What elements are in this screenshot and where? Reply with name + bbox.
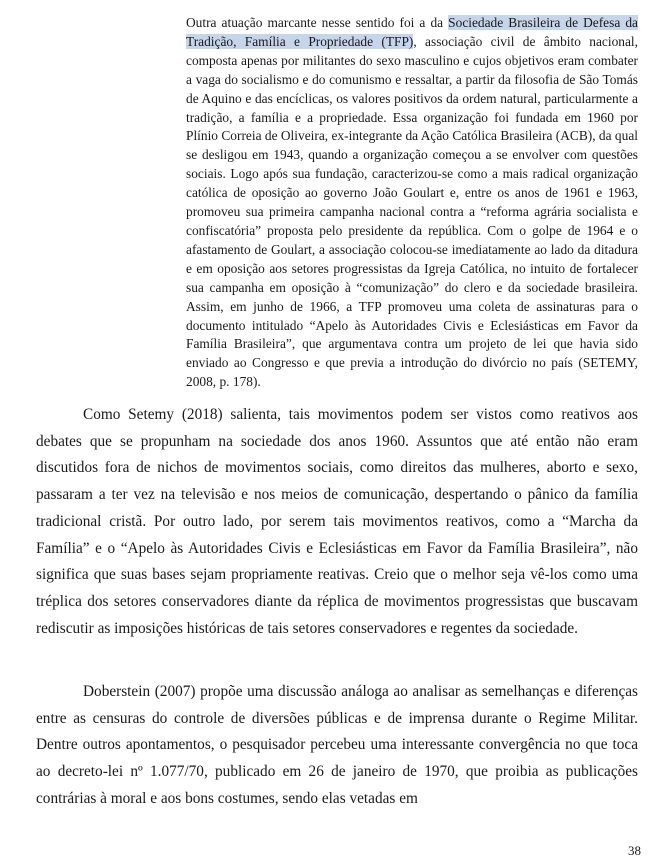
body-paragraph: Como Setemy (2018) salienta, tais movimentos podem ser vistos como reativos aos debates que se propunham na sociedade dos anos 1960. Assuntos que até então não eram discutidos fora de nichos de movimentos sociais, como direitos das mulheres, aborto e sexo, passaram a ter vez na televisão e nos meios de comunicação, despertando o pânico da família tradicional cristã. Por outro lado, por serem tais movimentos reativos, como a “Marcha da Família” e o “Apelo às Autoridades Civis e Eclesiásticas em Favor da Família Brasileira”, não significa que suas bases sejam propriamente reativas. Creio que o melhor seja vê-los como uma tréplica dos setores conservadores diante da réplica de movimentos progressistas que buscavam rediscutir as imposições históricas de tais setores conservadores e regentes da sociedade. xyxy=(36,406,638,637)
quote-text-rest: , associação civil de âmbito nacional, composta apenas por militantes do sexo masculino e cujos objetivos eram combater a vaga do socialismo e do comunismo e ressaltar, a partir da filosofia de São Tomás de Aquino e das encíclicas, os valores positivos da ordem natural, particularmente a tradição, a família e a propriedade. Essa organização foi fundada em 1960 por Plínio Correia de Oliveira, ex-integrante da Ação Católica Brasileira (ACB), da qual se desligou em 1943, quando a organização começou a se envolver com questões sociais. Logo após sua fundação, caracterizou-se como a mais radical organização católica de oposição ao governo João Goulart e, entre os anos de 1961 e 1963, promoveu sua primeira campanha nacional contra a “reforma agrária socialista e confiscatória” proposta pelo presidente da república. Com o golpe de 1964 e o afastamento de Goulart, a associação colocou-se imediatamente ao lado da ditadura e em oposição aos setores progressistas da Igreja Católica, no intuito de fortalecer sua campanha em oposição à “comunização” do clero e da sociedade brasileira. Assim, em junho de 1966, a TFP promoveu uma coleta de assinaturas para o documento intitulado “Apelo às Autoridades Civis e Eclesiásticas em Favor da Família Brasileira”, que argumentava contra um projeto de lei que havia sido enviado ao Congresso e que previa a introdução do divórcio no país (SETEMY, 2008, p. 178). xyxy=(186,33,638,390)
highlighted-text[interactable]: Sociedade Brasileira de Defesa da Tradição, Família e Propriedade (TFP) xyxy=(186,15,638,49)
block-quote xyxy=(186,14,638,392)
page-number: 38 xyxy=(628,843,641,858)
body-paragraph: Doberstein (2007) propõe uma discussão análoga ao analisar as semelhanças e diferenças entre as censuras do controle de diversões públicas e de imprensa durante o Regime Militar. Dentre outros apontamentos, o pesquisador percebeu uma interessante convergência no que toca ao decreto-lei nº 1.077/70, publicado em 26 de janeiro de 1970, que proibia as publicações contrárias à moral e aos bons costumes, sendo elas vetadas em xyxy=(36,683,638,807)
quote-text-start: Outra atuação marcante nesse sentido foi a da xyxy=(186,15,449,30)
